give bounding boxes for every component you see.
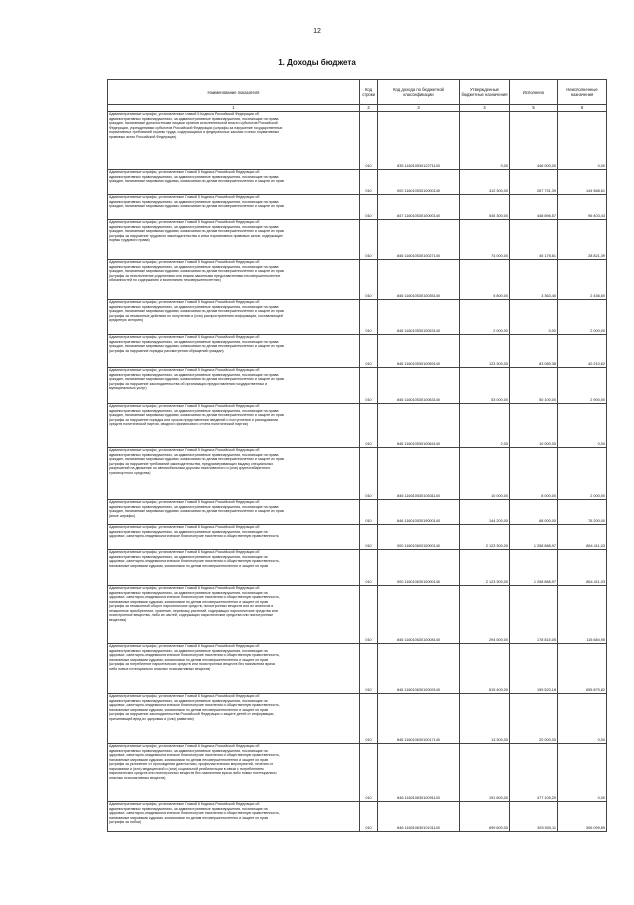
row-code: 010 — [360, 694, 378, 744]
row-code: 010 — [360, 500, 378, 525]
indicator-name: Административные штрафы, установленные Главой 5 Кодекса Российской Федерации об административных правонарушениях, за административные правонарушения, посягающие на права граждан, налагаемые мировыми судьями, комиссиями по делам несовершеннолетних и защите их прав (иные штрафы) — [108, 500, 360, 525]
section-title: 1. Доходы бюджета — [278, 58, 356, 67]
row-code: 010 — [360, 644, 378, 694]
page-number: 12 — [313, 28, 321, 35]
table-row — [108, 500, 607, 525]
indicator-name: Административные штрафы, установленные Главой 6 Кодекса Российской Федерации об административных правонарушениях, за административные правонарушения, посягающие на здоровье, санитарно-эпидемиологическое благополучие населения и общественную нравственность, налагаемые мировыми судьями, комиссиями по делам несовершеннолетних и защите их прав (штрафы за незаконный оборот наркотических средств, психотропных веществ или их аналогов и незаконные приобретение, хранение, перевозку растений, содержащих наркотические средства или психотропные вещества, либо их частей, содержащих наркотические средства или психотропные вещества) — [108, 586, 360, 644]
indicator-name: Административные штрафы, установленные главой 5 Кодекса Российской Федерации об административных правонарушениях, за административные правонарушения, посягающие на права граждан, налагаемые должностными лицами органов исполнительной власти субъектов Российской Федерации, учреждениями субъектов Российской Федерации (штрафы за нарушение государственных нормативных требований охраны труда, содержащихся в федеральных законах и иных нормативных правовых актах Российской Федерации) — [108, 112, 360, 170]
approved-amount: 2 000,00 — [460, 300, 510, 335]
indicator-name: Административные штрафы, установленные Главой 5 Кодекса Российской Федерации об административных правонарушениях, за административные правонарушения, посягающие на права граждан, налагаемые мировыми судьями, комиссиями по делам несовершеннолетних и защите их прав (штрафы за нарушение требований законодательства, предусматривающих выдачу специальных разрешений на движение по автомобильным дорогам тяжеловесного и (или) крупногабаритного транспортного средства) — [108, 448, 360, 500]
approved-amount: 13 300,00 — [460, 694, 510, 744]
row-code: 010 — [360, 550, 378, 586]
column-number-row — [108, 105, 607, 112]
table-row — [108, 694, 607, 744]
executed-amount: 448 896,57 — [510, 195, 558, 220]
unexecuted-amount: 0,00 — [558, 744, 607, 802]
indicator-name: Административные штрафы, установленные Главой 6 Кодекса Российской Федерации об административных правонарушениях, за административные правонарушения, посягающие на здоровье, санитарно-эпидемиологическое благополучие населения и общественную нравственность, налагаемые мировыми судьями, комиссиями по делам несовершеннолетних и защите их прав (штрафы за нарушение законодательства Российской Федерации о защите детей от информации, причиняющей вред их здоровью и (или) развитию) — [108, 694, 360, 744]
unexecuted-amount: 115 684,95 — [558, 586, 607, 644]
executed-amount: 159 520,18 — [510, 644, 558, 694]
row-code: 010 — [360, 300, 378, 335]
table-row — [108, 744, 607, 802]
approved-amount: 10 000,00 — [460, 448, 510, 500]
income-code: 846 11601053010035140 — [378, 260, 460, 300]
unexecuted-amount: 0,00 — [558, 404, 607, 448]
header-executed: Исполнено — [510, 80, 558, 105]
income-code: 846 11601053010063140 — [378, 368, 460, 404]
indicator-name: Административные штрафы, установленные Главой 6 Кодекса Российской Федерации об административных правонарушениях, за административные правонарушения, посягающие на здоровье, санитарно-эпидемиологическое благополучие населения и общественную нравственность — [108, 525, 360, 550]
unexecuted-amount: 2 000,00 — [558, 300, 607, 335]
unexecuted-amount: 655 879,82 — [558, 644, 607, 694]
executed-amount: 68 000,00 — [510, 500, 558, 525]
budget-revenue-table — [107, 79, 607, 832]
approved-amount: 144 200,00 — [460, 500, 510, 525]
executed-amount: 3 363,40 — [510, 260, 558, 300]
table-row — [108, 802, 607, 832]
executed-amount: 1 258 888,97 — [510, 550, 558, 586]
table-row — [108, 335, 607, 368]
income-code: 846 11601053010531140 — [378, 448, 460, 500]
income-code: 000 11601060010000140 — [378, 525, 460, 550]
column-number: 5 — [510, 105, 558, 112]
approved-amount: 2,00 — [460, 404, 510, 448]
table-row — [108, 550, 607, 586]
header-row — [108, 80, 607, 105]
unexecuted-amount: 2 000,00 — [558, 448, 607, 500]
executed-amount: 20 000,00 — [510, 694, 558, 744]
header-row-code: Код строки — [360, 80, 378, 105]
unexecuted-amount: 40 210,62 — [558, 335, 607, 368]
income-code: 846 11601063010017140 — [378, 694, 460, 744]
unexecuted-amount: 2 436,60 — [558, 260, 607, 300]
row-code: 010 — [360, 448, 378, 500]
approved-amount: 545 300,00 — [460, 195, 510, 220]
executed-amount: 393 500,11 — [510, 802, 558, 832]
executed-amount: 8 000,00 — [510, 448, 558, 500]
income-code: 835 11601053012271140 — [378, 112, 460, 170]
unexecuted-amount: 0,00 — [558, 694, 607, 744]
unexecuted-amount: 0,00 — [558, 112, 607, 170]
income-code: 847 11601053010000140 — [378, 195, 460, 220]
row-code: 010 — [360, 170, 378, 195]
header-indicator-name: Наименование показателя — [108, 80, 360, 105]
income-code: 846 11601063010009140 — [378, 644, 460, 694]
table-row — [108, 170, 607, 195]
income-code: 000 11601053010000140 — [378, 170, 460, 195]
approved-amount: 699 600,00 — [460, 802, 510, 832]
row-code: 010 — [360, 112, 378, 170]
approved-amount: 412 300,00 — [460, 170, 510, 195]
indicator-name: Административные штрафы, установленные Главой 5 Кодекса Российской Федерации об административных правонарушениях, за административные правонарушения, посягающие на права граждан, налагаемые мировыми судьями, комиссиями по делам несовершеннолетних и защите их прав — [108, 170, 360, 195]
income-code: 846 11601053010053140 — [378, 300, 460, 335]
table-row — [108, 448, 607, 500]
unexecuted-amount: 28 821,39 — [558, 220, 607, 260]
executed-amount: 50 100,00 — [510, 368, 558, 404]
indicator-name: Административные штрафы, установленные Главой 5 Кодекса Российской Федерации об административных правонарушениях, за административные правонарушения, посягающие на права граждан, налагаемые мировыми судьями, комиссиями по делам несовершеннолетних и защите их прав (штрафы за нарушение законодательства об организации предоставления государственных и муниципальных услуг) — [108, 368, 360, 404]
executed-amount: 83 089,38 — [510, 335, 558, 368]
table-row — [108, 368, 607, 404]
table-row — [108, 644, 607, 694]
table-row — [108, 112, 607, 170]
column-number: 6 — [558, 105, 607, 112]
indicator-name: Административные штрафы, установленные Главой 5 Кодекса Российской Федерации об административных правонарушениях, за административные правонарушения, посягающие на права граждан, налагаемые мировыми судьями, комиссиями по делам несовершеннолетних и защите их прав — [108, 195, 360, 220]
column-number: 4 — [460, 105, 510, 112]
executed-amount: 45 178,61 — [510, 220, 558, 260]
approved-amount: 191 600,00 — [460, 744, 510, 802]
executed-amount: 477 105,29 — [510, 744, 558, 802]
unexecuted-amount: 144 568,61 — [558, 170, 607, 195]
header-income-code: Код дохода по бюджетной классификации — [378, 80, 460, 105]
row-code: 010 — [360, 260, 378, 300]
indicator-name: Административные штрафы, установленные Главой 5 Кодекса Российской Федерации об административных правонарушениях, за административные правонарушения, посягающие на права граждан, налагаемые мировыми судьями, комиссиями по делам несовершеннолетних и защите их прав (штрафы за неисполнение родителями или иными законными представителями несовершеннолетних обязанностей по содержанию и воспитанию несовершеннолетних) — [108, 260, 360, 300]
row-code: 010 — [360, 802, 378, 832]
executed-amount: 0,00 — [510, 300, 558, 335]
indicator-name: Административные штрафы, установленные Главой 6 Кодекса Российской Федерации об административных правонарушениях, за административные правонарушения, посягающие на здоровье, санитарно-эпидемиологическое благополучие населения и общественную нравственность, налагаемые мировыми судьями, комиссиями по делам несовершеннолетних и защите их прав — [108, 550, 360, 586]
income-code: 846 11601063010091140 — [378, 744, 460, 802]
income-code: 846 11601063010008140 — [378, 586, 460, 644]
income-code: 846 11601053019000140 — [378, 500, 460, 525]
row-code: 010 — [360, 525, 378, 550]
row-code: 010 — [360, 220, 378, 260]
executed-amount: 1 258 888,97 — [510, 525, 558, 550]
table-row — [108, 586, 607, 644]
approved-amount: 2 123 300,00 — [460, 550, 510, 586]
header-approved: Утвержденные бюджетные назначения — [460, 80, 510, 105]
unexecuted-amount: 2 900,00 — [558, 368, 607, 404]
income-code: 846 11601053010059140 — [378, 335, 460, 368]
row-code: 010 — [360, 195, 378, 220]
table-row — [108, 404, 607, 448]
indicator-name: Административные штрафы, установленные Главой 5 Кодекса Российской Федерации об административных правонарушениях, за административные правонарушения, посягающие на права граждан, налагаемые мировыми судьями, комиссиями по делам несовершеннолетних и защите их прав (штрафы за нарушение трудового законодательства и иных нормативных правовых актов, содержащих нормы трудового права) — [108, 220, 360, 260]
approved-amount: 2 123 300,00 — [460, 525, 510, 550]
approved-amount: 74 000,00 — [460, 220, 510, 260]
unexecuted-amount: 76 200,00 — [558, 500, 607, 525]
income-code: 000 11601063010000140 — [378, 550, 460, 586]
approved-amount: 5 800,00 — [460, 260, 510, 300]
unexecuted-amount: 96 403,43 — [558, 195, 607, 220]
executed-amount: 178 815,05 — [510, 586, 558, 644]
header-unexecuted: Неисполненные назначения — [558, 80, 607, 105]
row-code: 010 — [360, 586, 378, 644]
unexecuted-amount: 864 411,03 — [558, 525, 607, 550]
unexecuted-amount: 864 411,03 — [558, 550, 607, 586]
table-row — [108, 260, 607, 300]
executed-amount: 267 731,39 — [510, 170, 558, 195]
approved-amount: 294 500,00 — [460, 586, 510, 644]
approved-amount: 123 300,00 — [460, 335, 510, 368]
indicator-name: Административные штрафы, установленные Главой 5 Кодекса Российской Федерации об административных правонарушениях, за административные правонарушения, посягающие на права граждан, налагаемые мировыми судьями, комиссиями по делам несовершеннолетних и защите их прав (штрафы за нарушение порядка рассмотрения обращений граждан) — [108, 335, 360, 368]
table-row — [108, 525, 607, 550]
row-code: 010 — [360, 335, 378, 368]
indicator-name: Административные штрафы, установленные Главой 5 Кодекса Российской Федерации об административных правонарушениях, за административные правонарушения, посягающие на права граждан, налагаемые мировыми судьями, комиссиями по делам несовершеннолетних и защите их прав (штрафы за нарушение порядка или сроков представления сведений о поступлении и расходовании средств политической партии, сводного финансового отчета политической партии) — [108, 404, 360, 448]
executed-amount: 10 000,00 — [510, 404, 558, 448]
table-row — [108, 300, 607, 335]
approved-amount: 0,00 — [460, 112, 510, 170]
indicator-name: Административные штрафы, установленные Главой 6 Кодекса Российской Федерации об административных правонарушениях, за административные правонарушения, посягающие на здоровье, санитарно-эпидемиологическое благополучие населения и общественную нравственность, налагаемые мировыми судьями, комиссиями по делам несовершеннолетних и защите их прав (штрафы за уклонение от прохождения диагностики, профилактических мероприятий, лечения от наркомании и (или) медицинской и (или) социальной реабилитации в связи с потреблением наркотических средств или психотропных веществ без назначения врача либо новых потенциально опасных психоактивных веществ) — [108, 744, 360, 802]
indicator-name: Административные штрафы, установленные Главой 5 Кодекса Российской Федерации об административных правонарушениях, за административные правонарушения, посягающие на права граждан, налагаемые мировыми судьями, комиссиями по делам несовершеннолетних и защите их прав (штрафы за незаконные действия по получению и (или) распространению информации, составляющей кредитную историю) — [108, 300, 360, 335]
indicator-name: Административные штрафы, установленные Главой 6 Кодекса Российской Федерации об административных правонарушениях, за административные правонарушения, посягающие на здоровье, санитарно-эпидемиологическое благополучие населения и общественную нравственность, налагаемые мировыми судьями, комиссиями по делам несовершеннолетних и защите их прав (штрафы за потребление наркотических средств или психотропных веществ без назначения врача либо новых потенциально опасных психоактивных веществ) — [108, 644, 360, 694]
row-code: 010 — [360, 368, 378, 404]
column-number: 3 — [378, 105, 460, 112]
indicator-name: Административные штрафы, установленные Главой 6 Кодекса Российской Федерации об административных правонарушениях, за административные правонарушения, посягающие на здоровье, санитарно-эпидемиологическое благополучие населения и общественную нравственность, налагаемые мировыми судьями, комиссиями по делам несовершеннолетних и защите их прав (штрафы за побои) — [108, 802, 360, 832]
unexecuted-amount: 306 099,89 — [558, 802, 607, 832]
approved-amount: 53 000,00 — [460, 368, 510, 404]
table-row — [108, 195, 607, 220]
column-number: 2 — [360, 105, 378, 112]
income-code: 846 11601053010027140 — [378, 220, 460, 260]
approved-amount: 815 400,00 — [460, 644, 510, 694]
income-code: 846 11601053010064140 — [378, 404, 460, 448]
table-row — [108, 220, 607, 260]
column-number: 1 — [108, 105, 360, 112]
row-code: 010 — [360, 404, 378, 448]
executed-amount: 446 000,00 — [510, 112, 558, 170]
income-code: 846 11601063010101140 — [378, 802, 460, 832]
row-code: 010 — [360, 744, 378, 802]
